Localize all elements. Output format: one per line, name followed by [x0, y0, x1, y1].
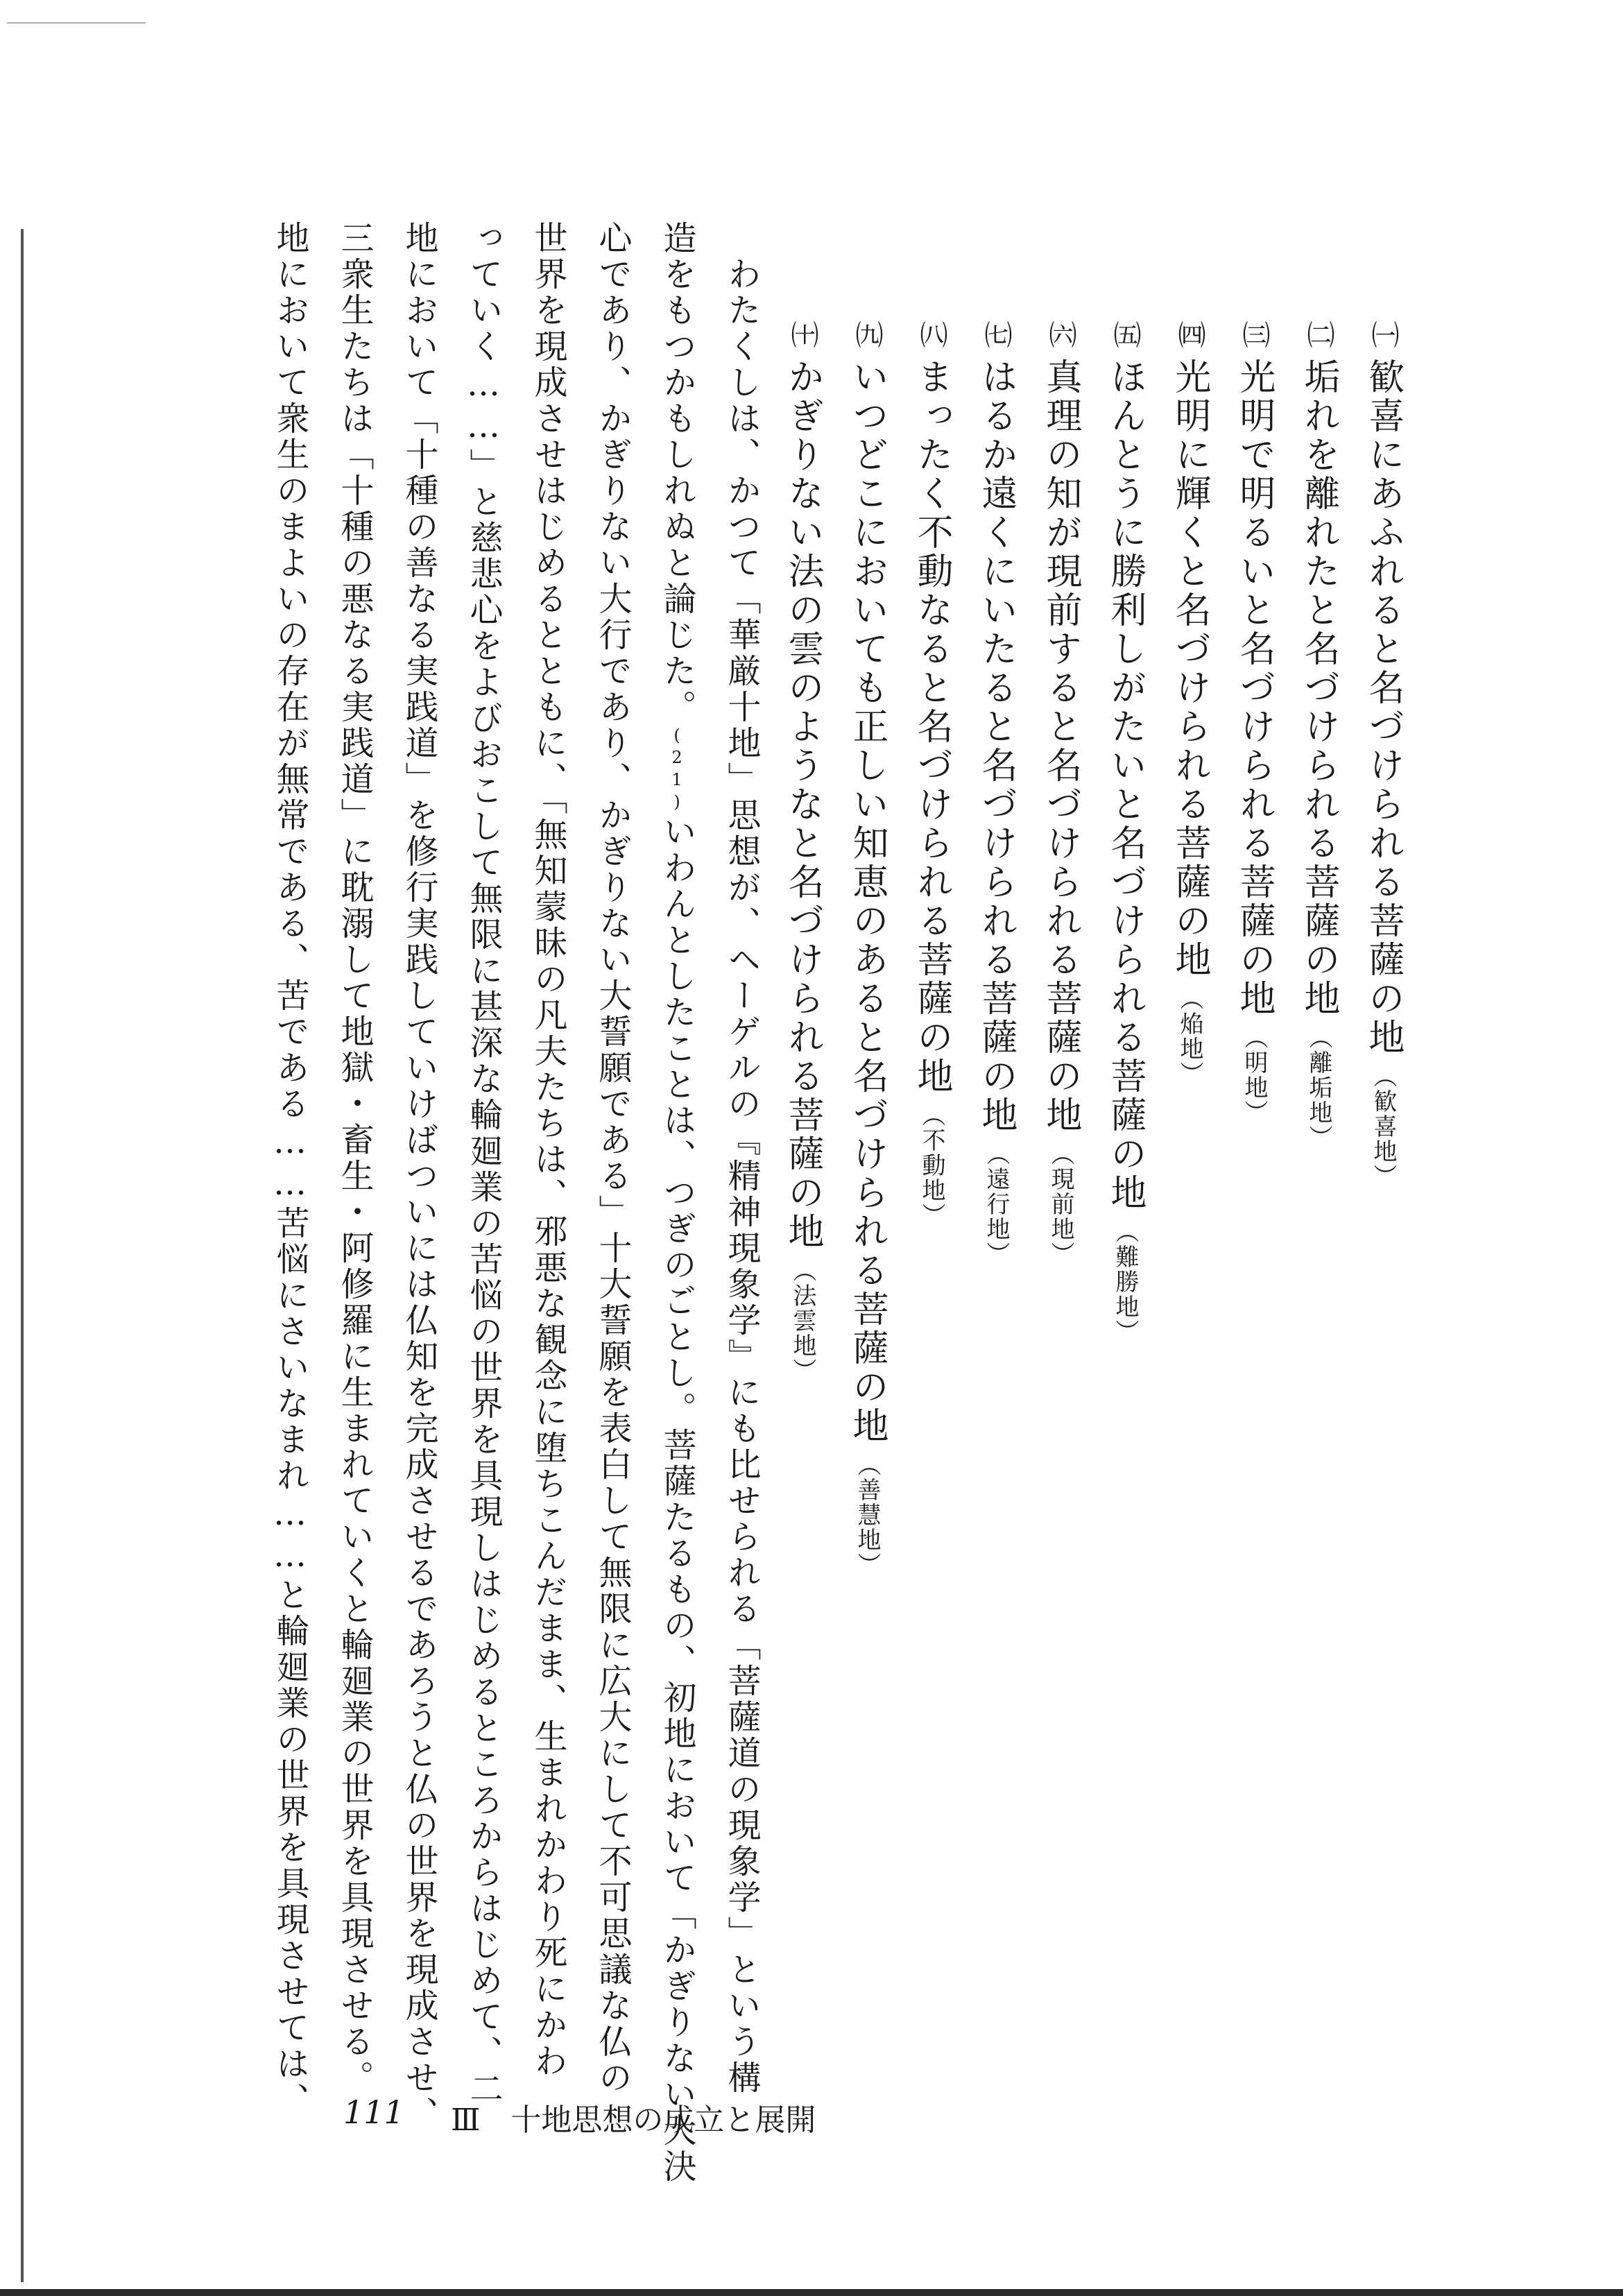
list-text: かぎりない法の雲のようなと名づけられる菩薩の地 [782, 358, 823, 1251]
paragraph-line-6: 地において「十種の善なる実践道」を修行実践していけばついには仏知を完成させるであろうと仏の世界を現成させ、 [400, 221, 438, 2132]
scan-mark [7, 22, 146, 24]
list-number: ㈦ [980, 320, 1012, 348]
list-number: ㈥ [1045, 320, 1076, 348]
list-number: ㈨ [851, 320, 883, 348]
list-text: 歓喜にあふれると名づけられる菩薩の地 [1362, 358, 1404, 1057]
page-edge-line [21, 229, 24, 2282]
list-note: （法雲地） [789, 1258, 816, 1383]
list-note: （現前地） [1047, 1142, 1074, 1267]
list-item-9 [846, 320, 888, 1577]
paragraph-line-7: 三衆生たちは「十種の悪なる実践道」に耽溺して地獄・畜生・阿修羅に生まれていくと輪廻業の世界を具現させる。 [335, 221, 374, 2096]
list-text: 光明に輝くと名づけられる菩薩の地 [1169, 358, 1210, 979]
list-text: 真理の知が現前すると名づけられる菩薩の地 [1040, 358, 1081, 1135]
list-text: 光明で明るいと名づけられる菩薩の地 [1233, 358, 1275, 1018]
paragraph-text: 造をもつかもしれぬと論じた。 [658, 221, 696, 726]
list-note: （明地） [1240, 1025, 1268, 1125]
list-note: （難勝地） [1111, 1219, 1139, 1344]
list-item-7 [975, 320, 1017, 1267]
list-text: まったく不動なると名づけられる菩薩の地 [911, 358, 952, 1096]
list-item-3 [1233, 320, 1275, 1125]
list-text: 垢れを離れたと名づけられる菩薩の地 [1298, 358, 1339, 1018]
footnote-ref: (21) [667, 726, 687, 814]
list-text: いつどこにおいても正しい知恵のあると名づけられる菩薩の地 [846, 358, 888, 1446]
list-number: ㈧ [916, 320, 947, 348]
list-note: （焔地） [1176, 986, 1203, 1086]
paragraph-text: いわんとしたことは、つぎのごとし。菩薩たるもの、初地において「かぎりない大決 [658, 814, 696, 2185]
paragraph-line-3: 心であり、かぎりない大行であり、かぎりない大誓願である」十大誓願を表白して無限に広大にして不可思議な仏の [593, 221, 632, 2096]
list-item-5 [1104, 320, 1146, 1344]
list-item-10 [784, 320, 821, 1383]
list-item-6 [1042, 320, 1079, 1267]
list-text: ほんとうに勝利しがたいと名づけられる菩薩の地 [1104, 358, 1146, 1213]
list-number: ㈠ [1367, 320, 1399, 348]
paragraph-line-5: っていく……」と慈悲心をよびおこして無限に甚深な輪廻業の苦悩の世界を具現しはじめるところからはじめて、二 [464, 221, 503, 2107]
list-text: はるか遠くにいたると名づけられる菩薩の地 [975, 358, 1017, 1135]
list-number: ㈩ [787, 320, 818, 348]
running-footer: Ⅲ 十地思想の成立と展開 [451, 2102, 816, 2138]
list-note: （善慧地） [853, 1453, 881, 1577]
list-note: （遠行地） [982, 1142, 1010, 1267]
list-item-2 [1300, 320, 1337, 1150]
page-number: 111 [343, 2093, 404, 2131]
paragraph-line-4: 世界を現成させはじめるとともに、「無知蒙昧の凡夫たちは、邪悪な観念に堕ちこんだまま、生まれかわり死にかわ [529, 221, 567, 2080]
list-note: （歓喜地） [1369, 1064, 1397, 1189]
paragraph-line-2 [660, 221, 694, 2185]
list-number: ㈡ [1303, 320, 1334, 348]
list-item-4 [1171, 320, 1208, 1086]
list-item-1 [1362, 320, 1404, 1189]
list-number: ㈢ [1238, 320, 1270, 348]
list-item-8 [913, 320, 950, 1228]
paragraph-line-8: 地において衆生のまよいの存在が無常である、苦である……苦悩にさいなまれ……と輪廻業の世界を具現させては、 [270, 221, 309, 2118]
list-note: （不動地） [918, 1103, 945, 1228]
list-note: （離垢地） [1305, 1025, 1332, 1150]
paragraph-line-1: わたくしは、かつて「華厳十地」思想が、ヘーゲルの『精神現象学』にも比せられる「菩薩道の現象学」という構 [722, 221, 761, 2096]
list-number: ㈤ [1109, 320, 1141, 348]
page-bottom-edge [0, 2289, 1623, 2296]
list-number: ㈣ [1174, 320, 1205, 348]
